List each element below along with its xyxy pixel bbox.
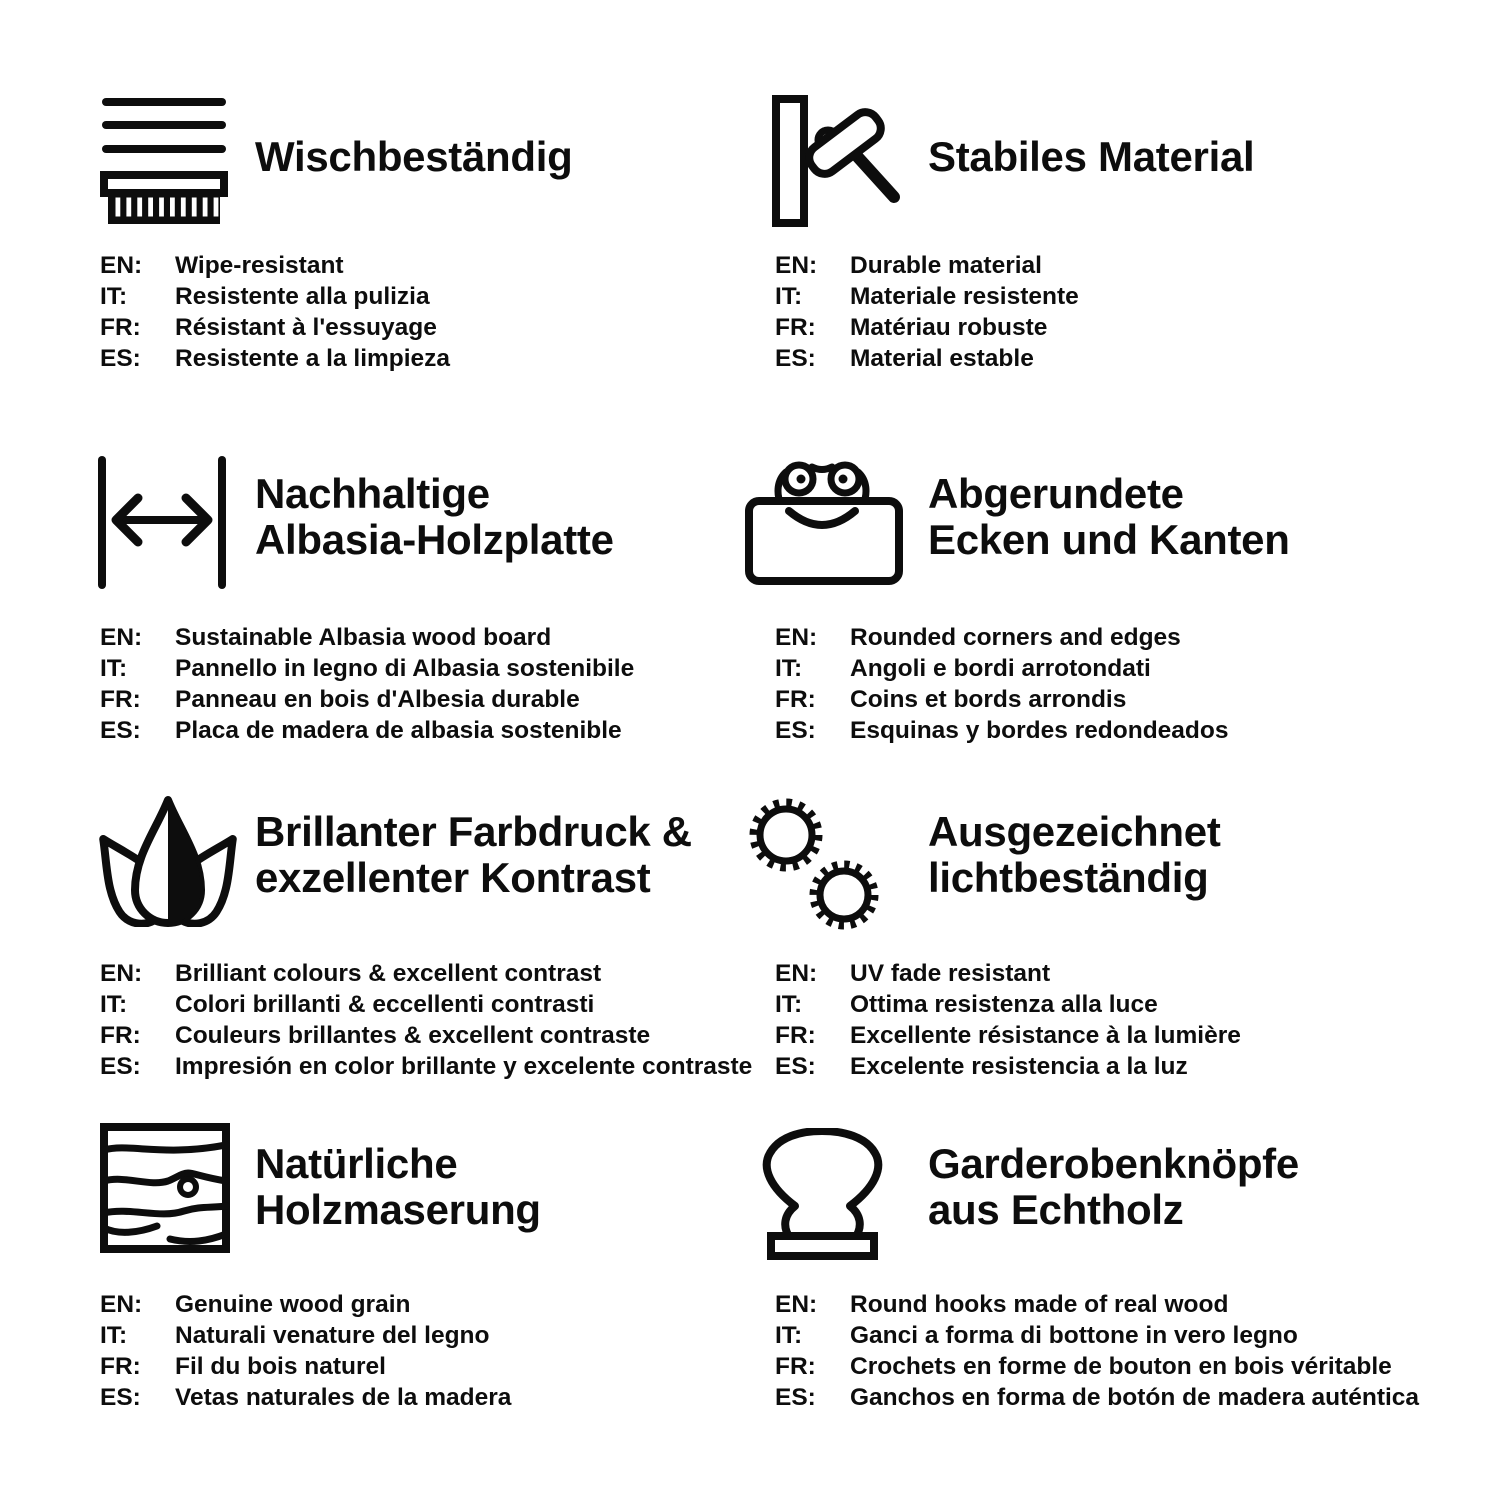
translation-row xyxy=(775,343,1079,374)
language-code: EN: xyxy=(100,1291,143,1318)
translation-list xyxy=(775,622,1228,746)
translation-list xyxy=(775,250,1079,374)
translation-text: Pannello in legno di Albasia sostenibile xyxy=(175,655,635,682)
translation-row xyxy=(100,343,450,374)
language-code: IT: xyxy=(100,283,128,310)
translation-row xyxy=(775,312,1079,343)
translation-row xyxy=(775,1382,1419,1413)
translation-text: Vetas naturales de la madera xyxy=(175,1384,512,1411)
wood-grain-icon xyxy=(100,1123,230,1253)
translation-row xyxy=(775,653,1228,684)
language-code: EN: xyxy=(775,1291,818,1318)
language-code: ES: xyxy=(100,717,141,744)
translation-text: Rounded corners and edges xyxy=(850,624,1181,651)
language-code: IT: xyxy=(775,1322,803,1349)
translation-row xyxy=(100,1020,752,1051)
language-code: FR: xyxy=(775,1353,816,1380)
hammer-board-icon xyxy=(770,95,905,230)
translation-row xyxy=(775,1351,1419,1382)
language-code: IT: xyxy=(775,283,803,310)
section-title: Wischbeständig xyxy=(255,133,573,180)
language-code: IT: xyxy=(775,991,803,1018)
section-title: Stabiles Material xyxy=(928,133,1255,180)
translation-text: Sustainable Albasia wood board xyxy=(175,624,552,651)
language-code: ES: xyxy=(100,1384,141,1411)
translation-text: Resistente alla pulizia xyxy=(175,283,430,310)
section-title: Garderobenknöpfe aus Echtholz xyxy=(928,1140,1299,1233)
translation-text: Résistant à l'essuyage xyxy=(175,314,437,341)
language-code: EN: xyxy=(100,624,143,651)
language-code: FR: xyxy=(100,1022,141,1049)
translation-text: Angoli e bordi arrotondati xyxy=(850,655,1151,682)
translation-row xyxy=(100,684,634,715)
translation-text: Fil du bois naturel xyxy=(175,1353,386,1380)
translation-text: Ottima resistenza alla luce xyxy=(850,991,1158,1018)
translation-text: Placa de madera de albasia sostenible xyxy=(175,717,622,744)
translation-row xyxy=(100,1051,752,1082)
translation-row xyxy=(100,958,752,989)
translation-row xyxy=(775,684,1228,715)
translation-text: Impresión en color brillante y excelente contraste xyxy=(175,1053,753,1080)
translation-list xyxy=(100,250,450,374)
language-code: ES: xyxy=(100,1053,141,1080)
language-code: EN: xyxy=(775,624,818,651)
language-code: FR: xyxy=(100,314,141,341)
translation-text: Resistente a la limpieza xyxy=(175,345,451,372)
translation-row xyxy=(775,250,1079,281)
translation-text: Panneau en bois d'Albesia durable xyxy=(175,686,580,713)
translation-row xyxy=(775,989,1241,1020)
translation-text: Brilliant colours & excellent contrast xyxy=(175,960,602,987)
language-code: ES: xyxy=(775,717,816,744)
width-arrow-icon xyxy=(97,455,227,590)
sun-gears-icon xyxy=(748,795,886,937)
wooden-knob-icon xyxy=(755,1128,890,1261)
translation-list xyxy=(100,958,752,1082)
language-code: FR: xyxy=(775,314,816,341)
translation-row xyxy=(100,622,634,653)
translation-row xyxy=(100,250,450,281)
translation-text: Durable material xyxy=(850,252,1042,279)
translation-text: Coins et bords arrondis xyxy=(850,686,1127,713)
translation-text: Materiale resistente xyxy=(850,283,1079,310)
translation-row xyxy=(775,281,1079,312)
translation-text: Naturali venature del legno xyxy=(175,1322,490,1349)
translation-text: Couleurs brillantes & excellent contraste xyxy=(175,1022,651,1049)
language-code: FR: xyxy=(775,1022,816,1049)
translation-row xyxy=(775,1320,1419,1351)
translation-text: Crochets en forme de bouton en bois véritable xyxy=(850,1353,1392,1380)
language-code: IT: xyxy=(775,655,803,682)
translation-list xyxy=(775,1289,1419,1413)
section-title: Ausgezeichnet lichtbeständig xyxy=(928,808,1221,901)
translation-row xyxy=(100,715,634,746)
translation-text: Excellente résistance à la lumière xyxy=(850,1022,1241,1049)
language-code: ES: xyxy=(775,345,816,372)
translation-text: Matériau robuste xyxy=(850,314,1048,341)
language-code: ES: xyxy=(100,345,141,372)
translation-row xyxy=(100,1289,511,1320)
translation-row xyxy=(100,1320,511,1351)
section-title: Nachhaltige Albasia-Holzplatte xyxy=(255,470,614,563)
translation-text: Round hooks made of real wood xyxy=(850,1291,1229,1318)
language-code: EN: xyxy=(775,960,818,987)
translation-text: Ganci a forma di bottone in vero legno xyxy=(850,1322,1298,1349)
translation-row xyxy=(100,281,450,312)
translation-text: Material estable xyxy=(850,345,1034,372)
translation-list xyxy=(100,1289,511,1413)
wipe-brush-icon xyxy=(100,97,228,229)
translation-row xyxy=(775,1289,1419,1320)
translation-text: Genuine wood grain xyxy=(175,1291,411,1318)
language-code: EN: xyxy=(100,252,143,279)
language-code: FR: xyxy=(775,686,816,713)
translation-row xyxy=(100,653,634,684)
translation-row xyxy=(100,312,450,343)
translation-text: UV fade resistant xyxy=(850,960,1051,987)
translation-row xyxy=(775,958,1241,989)
language-code: ES: xyxy=(775,1384,816,1411)
translation-row xyxy=(100,1382,511,1413)
frog-board-icon xyxy=(745,455,903,587)
translation-text: Esquinas y bordes redondeados xyxy=(850,717,1229,744)
language-code: EN: xyxy=(100,960,143,987)
language-code: FR: xyxy=(100,1353,141,1380)
color-drops-icon xyxy=(97,795,239,927)
translation-row xyxy=(775,1020,1241,1051)
language-code: EN: xyxy=(775,252,818,279)
language-code: IT: xyxy=(100,991,128,1018)
translation-text: Wipe-resistant xyxy=(175,252,344,279)
translation-text: Colori brillanti & eccellenti contrasti xyxy=(175,991,595,1018)
translation-text: Excelente resistencia a la luz xyxy=(850,1053,1188,1080)
translation-row xyxy=(775,622,1228,653)
section-title: Abgerundete Ecken und Kanten xyxy=(928,470,1290,563)
translation-row xyxy=(100,1351,511,1382)
section-title: Brillanter Farbdruck & exzellenter Kontrast xyxy=(255,808,692,901)
translation-list xyxy=(775,958,1241,1082)
section-title: Natürliche Holzmaserung xyxy=(255,1140,541,1233)
translation-row xyxy=(775,1051,1241,1082)
translation-list xyxy=(100,622,634,746)
language-code: ES: xyxy=(775,1053,816,1080)
translation-row xyxy=(100,989,752,1020)
language-code: IT: xyxy=(100,655,128,682)
translation-row xyxy=(775,715,1228,746)
language-code: FR: xyxy=(100,686,141,713)
language-code: IT: xyxy=(100,1322,128,1349)
translation-text: Ganchos en forma de botón de madera auténtica xyxy=(850,1384,1420,1411)
